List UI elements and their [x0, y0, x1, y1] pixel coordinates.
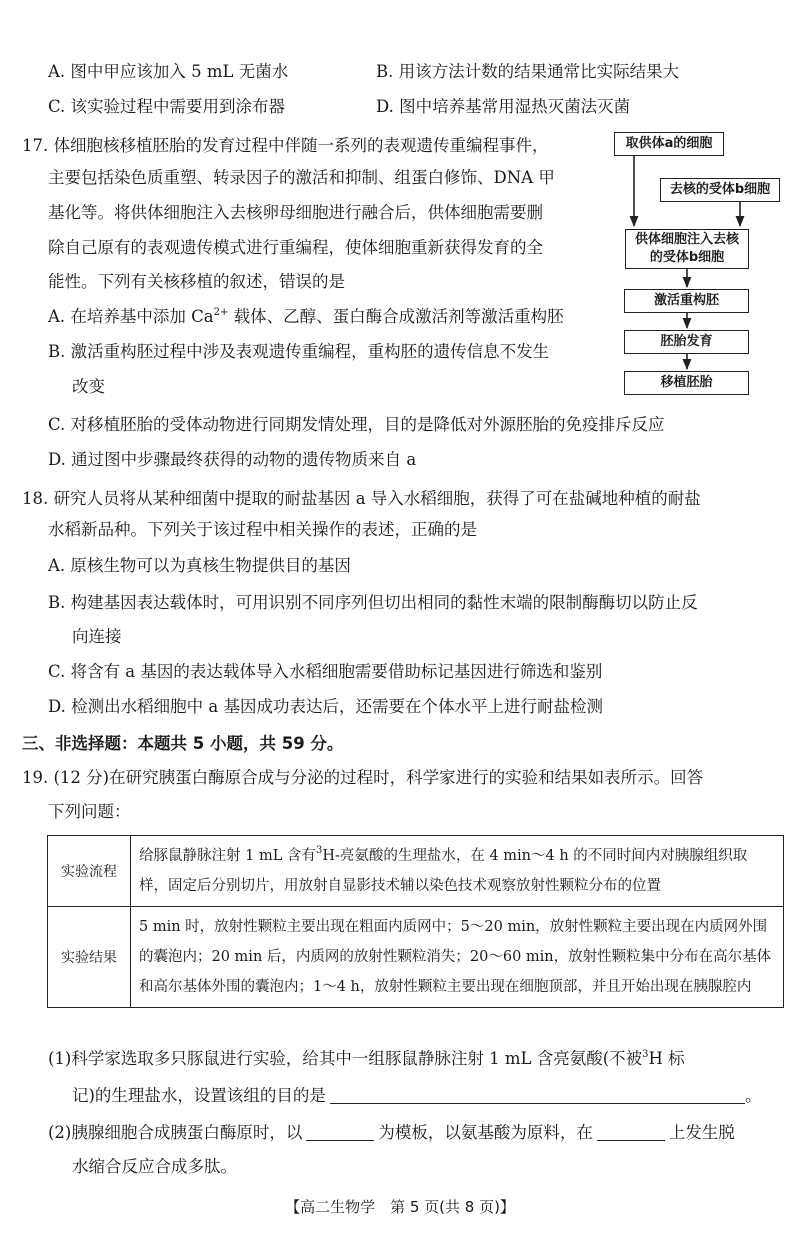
q17-stem-line2: 主要包括染色质重塑、转录因子的激活和抑制、组蛋白修饰、DNA 甲: [48, 168, 555, 187]
flow-box-injection: 供体细胞注入去核的受体b细胞: [625, 229, 749, 269]
q18-stem-line2: 水稻新品种。下列关于该过程中相关操作的表述，正确的是: [48, 520, 477, 539]
q18-option-b-line2: 向连接: [72, 627, 122, 646]
q19-sub1-answer-blank[interactable]: [330, 1087, 745, 1104]
q17-option-b-line2: 改变: [72, 377, 105, 396]
experiment-table: [47, 835, 784, 1008]
q19-sub2-line1: (2)胰腺细胞合成胰蛋白酶原时，以 为模板，以氨基酸为原料，在 上发生脱: [48, 1123, 735, 1142]
q19-sub1-line2: 记)的生理盐水，设置该组的目的是 。: [72, 1086, 762, 1105]
q16-option-c: C. 该实验过程中需要用到涂布器: [48, 97, 286, 116]
q18-option-d: D. 检测出水稻细胞中 a 基因成功表达后，还需要在个体水平上进行耐盐检测: [48, 697, 603, 716]
q17-option-d: D. 通过图中步骤最终获得的动物的遗传物质来自 a: [48, 450, 417, 469]
q19-sub2-blank-site[interactable]: [597, 1124, 665, 1141]
q16-option-d: D. 图中培养基常用湿热灭菌法灭菌: [376, 97, 631, 116]
q18-stem-line1: 18. 研究人员将从某种细菌中提取的耐盐基因 a 导入水稻细胞，获得了可在盐碱地种植的耐盐: [22, 489, 701, 508]
q17-option-c: C. 对移植胚胎的受体动物进行同期发情处理，目的是降低对外源胚胎的免疫排斥反应: [48, 415, 665, 434]
q19-stem-line2: 下列问题：: [48, 802, 131, 821]
table-label-procedure: 实验流程: [48, 836, 131, 907]
section-3-heading: 三、非选择题：本题共 5 小题，共 59 分。: [22, 734, 344, 753]
q17-stem-line3: 基化等。将供体细胞注入去核卵母细胞进行融合后，供体细胞需要删: [48, 203, 543, 222]
q17-stem-line1: 17. 体细胞核移植胚胎的发育过程中伴随一系列的表观遗传重编程事件，: [22, 136, 549, 155]
q18-option-a: A. 原核生物可以为真核生物提供目的基因: [48, 556, 351, 575]
q19-sub2-line2: 水缩合反应合成多肽。: [72, 1157, 237, 1176]
q19-sub1-line1: (1)科学家选取多只豚鼠进行实验，给其中一组豚鼠静脉注射 1 mL 含亮氨酸(不被$^3$H 标: [48, 1048, 685, 1068]
q18-option-b-line1: B. 构建基因表达载体时，可用识别不同序列但切出相同的黏性末端的限制酶酶切以防止反: [48, 593, 698, 612]
q17-stem-line4: 除自己原有的表观遗传模式进行重编程，使体细胞重新获得发育的全: [48, 238, 543, 257]
table-row-results: [48, 907, 784, 1008]
table-content-results: 5 min 时，放射性颗粒主要出现在粗面内质网中；5～20 min，放射性颗粒主要出现在内质网外围的囊泡内；20 min 后，内质网的放射性颗粒消失；20～60 min，放射性颗粒集中分布在高尔基体和高尔基体外围的囊泡内；1～4 h，放射性颗粒主要出现在细胞顶部，并且开始出现在胰腺腔内: [131, 907, 784, 1008]
q18-option-c: C. 将含有 a 基因的表达载体导入水稻细胞需要借助标记基因进行筛选和鉴别: [48, 662, 603, 681]
page-footer: 【高二生物学 第 5 页(共 8 页)】: [285, 1198, 515, 1216]
q19-stem-line1: 19. (12 分)在研究胰蛋白酶原合成与分泌的过程时，科学家进行的实验和结果如表所示。回答: [22, 768, 704, 787]
q17-option-b-line1: B. 激活重构胚过程中涉及表观遗传重编程，重构胚的遗传信息不发生: [48, 342, 550, 361]
q16-option-a: A. 图中甲应该加入 5 mL 无菌水: [48, 62, 289, 81]
q17-option-a: A. 在培养基中添加 $Ca^{2+}$ 载体、乙醇、蛋白酶合成激活剂等激活重构胚: [48, 306, 564, 326]
flow-box-embryo-transfer: 移植胚胎: [624, 371, 749, 395]
flow-box-enucleated-recipient: 去核的受体b细胞: [660, 178, 780, 202]
q17-stem-line5: 能性。下列有关核移植的叙述，错误的是: [48, 272, 345, 291]
table-content-procedure: 给豚鼠静脉注射 1 mL 含有$^3$H-亮氨酸的生理盐水，在 4 min～4 h 的不同时间内对胰腺组织取样，固定后分别切片，用放射自显影技术辅以染色技术观察放射性颗粒分布的位置: [131, 836, 784, 907]
table-row-procedure: [48, 836, 784, 907]
flow-box-embryo-development: 胚胎发育: [624, 330, 749, 354]
table-label-results: 实验结果: [48, 907, 131, 1008]
q16-option-b: B. 用该方法计数的结果通常比实际结果大: [376, 62, 680, 81]
q19-sub2-blank-template[interactable]: [306, 1124, 374, 1141]
flow-box-activate-embryo: 激活重构胚: [624, 289, 749, 313]
flow-box-donor-cell: 取供体a的细胞: [614, 132, 724, 156]
